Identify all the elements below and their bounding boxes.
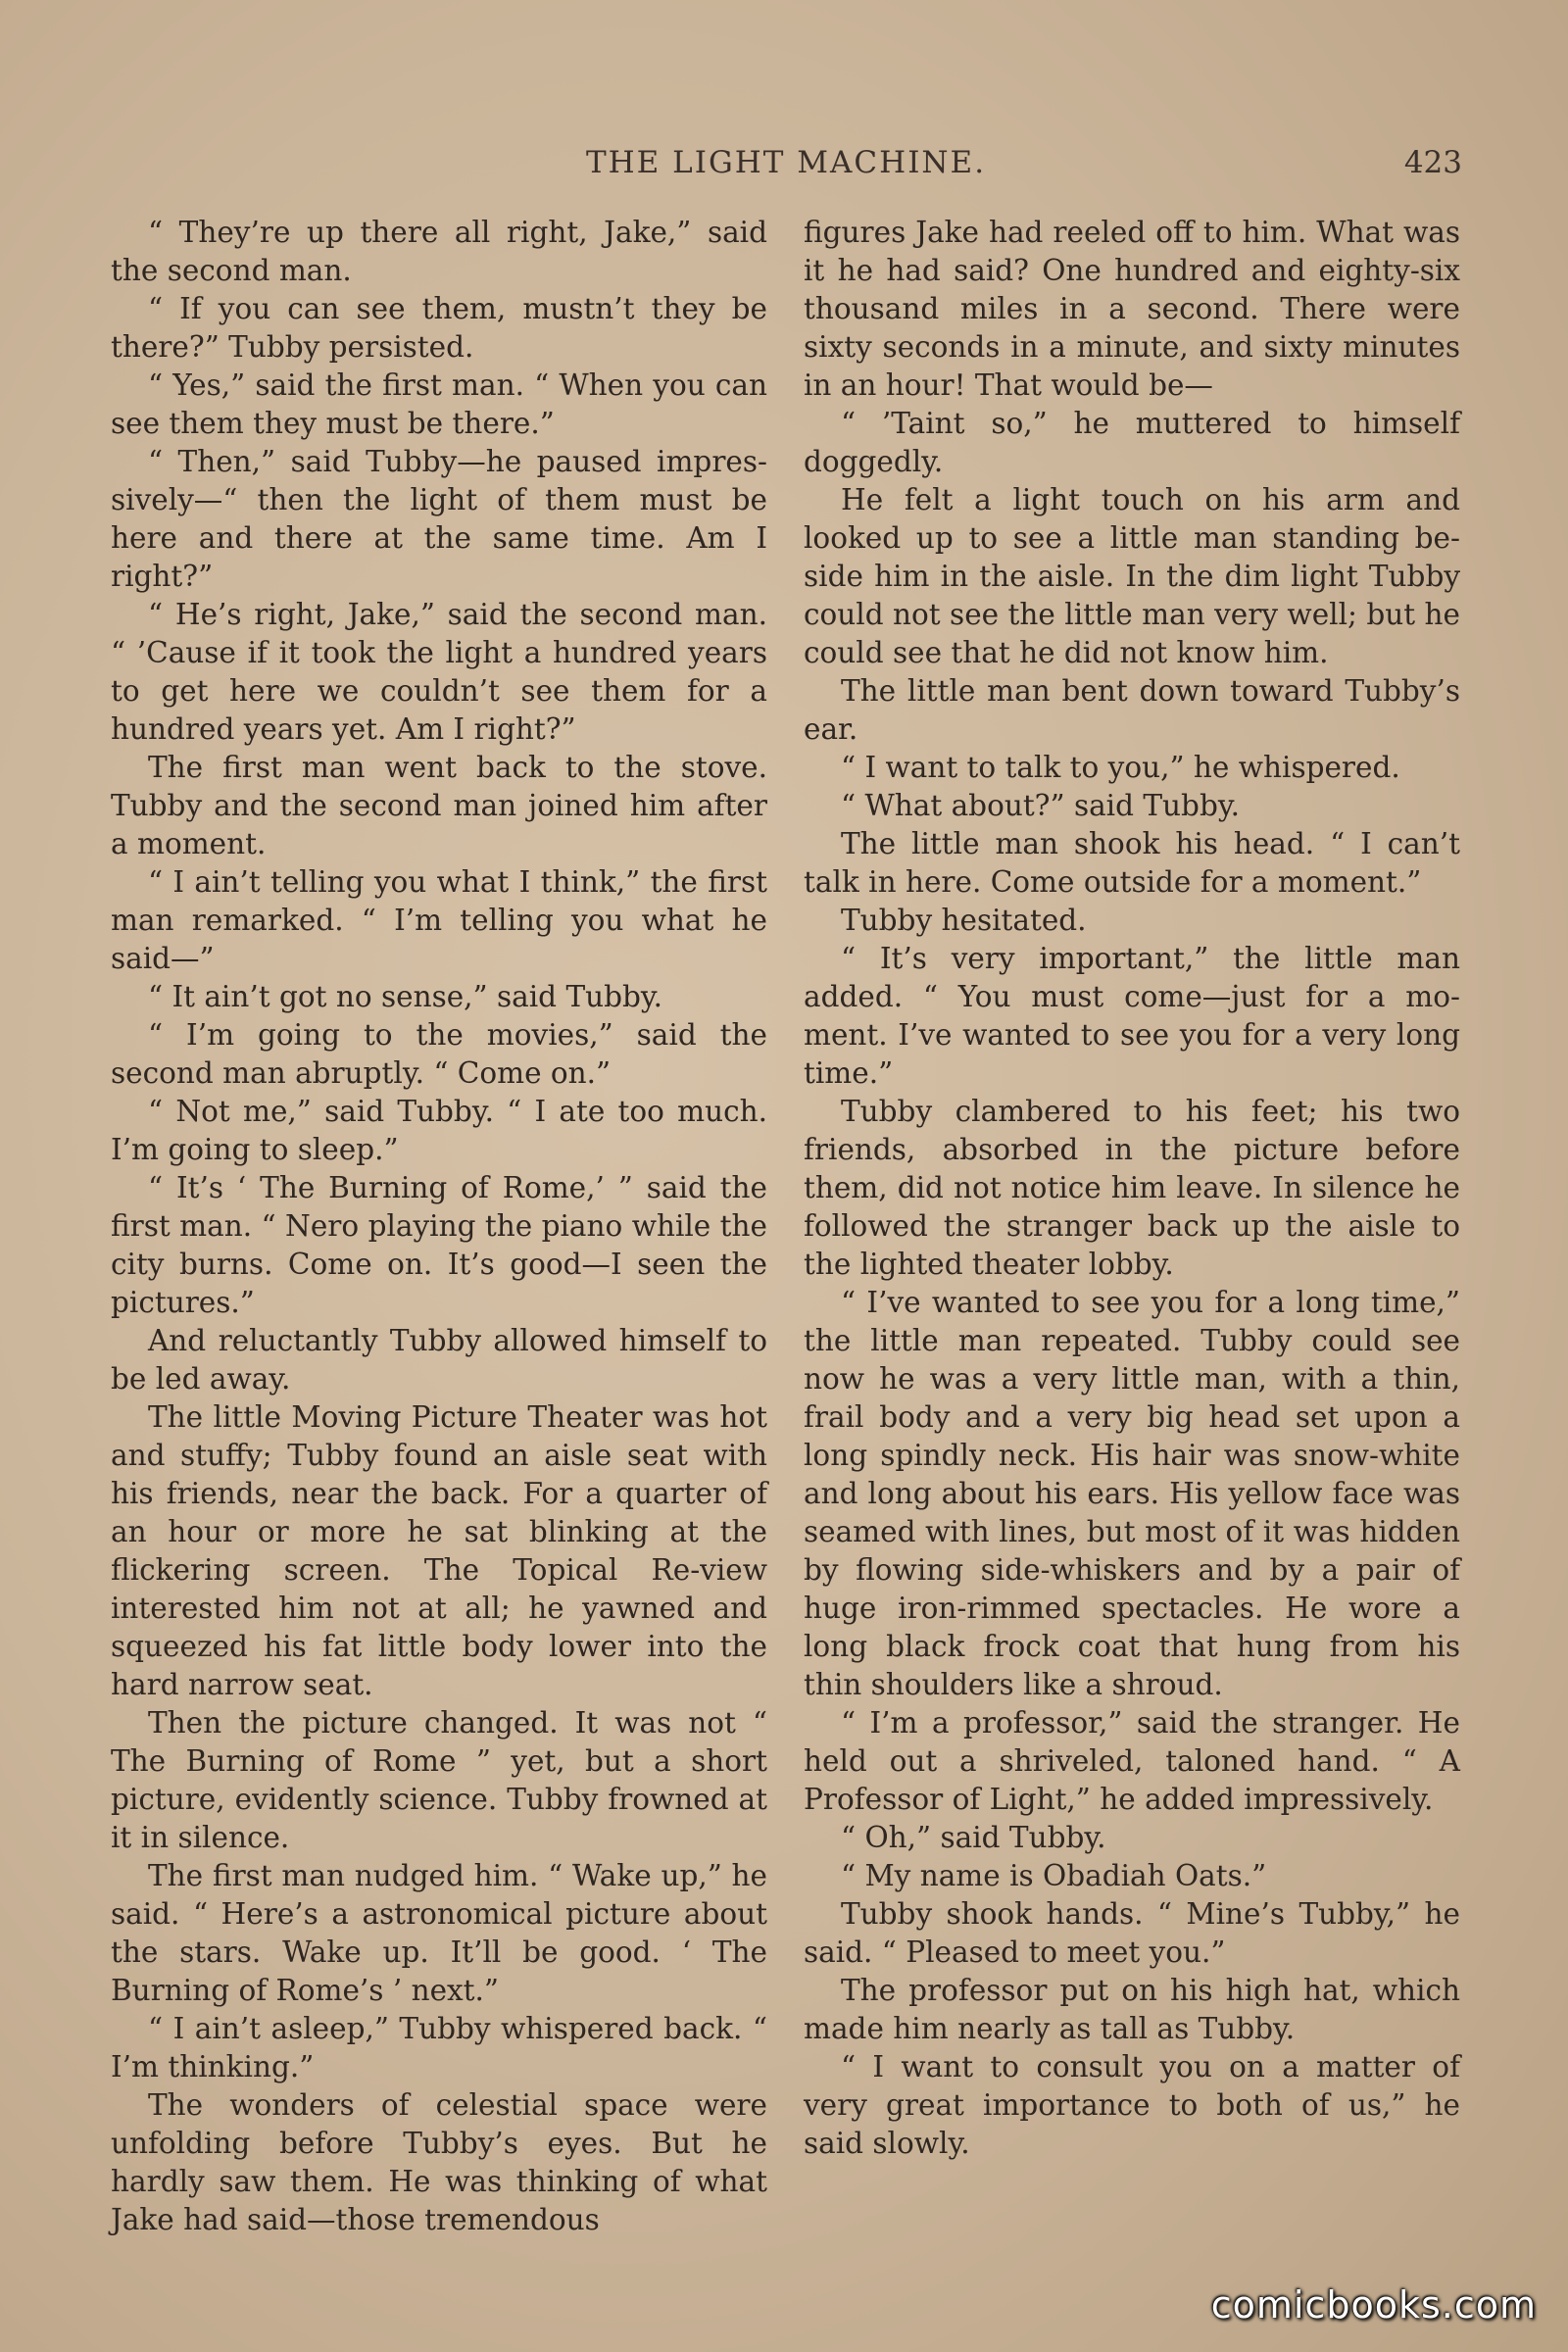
right-column: [804, 214, 1460, 2163]
page-number: 423: [1403, 145, 1462, 180]
paragraph: “ My name is Obadiah Oats.”: [841, 1859, 1267, 1892]
paragraph: “ If you can see them, mustn’t they be there?” Tubby persisted.: [111, 292, 767, 364]
paragraph: Tubby hesitated.: [841, 904, 1087, 937]
paragraph: “ Yes,” said the first man. “ When you can see them they must be there.”: [111, 368, 767, 440]
paragraph: Tubby shook hands. “ Mine’s Tubby,” he said. “ Pleased to meet you.”: [804, 1897, 1460, 1969]
paragraph: He felt a light touch on his arm and looked up to see a little man standing be-side him in the aisle. In the dim light Tubby could not see the little man very well; but he could see that he did not know him.: [804, 483, 1460, 669]
paragraph: The little man shook his head. “ I can’t talk in here. Come outside for a moment.”: [804, 827, 1460, 899]
paragraph: “ It’s very important,” the little man added. “ You must come—just for a mo-ment. I’ve wanted to see you for a very long time.”: [804, 942, 1460, 1090]
paragraph: “ I want to consult you on a matter of very great importance to both of us,” he said slowly.: [804, 2050, 1460, 2160]
paragraph: “ Not me,” said Tubby. “ I ate too much. I’m going to sleep.”: [111, 1095, 767, 1166]
paragraph: “ I’m a professor,” said the stranger. He held out a shriveled, taloned hand. “ A Professor of Light,” he added impressively.: [804, 1706, 1460, 1816]
paragraph: Then the picture changed. It was not “ The Burning of Rome ” yet, but a short picture, evidently science. Tubby frowned at it in silence.: [111, 1706, 767, 1854]
paragraph: “ They’re up there all right, Jake,” said the second man.: [111, 216, 767, 287]
paragraph: “ I ain’t telling you what I think,” the first man remarked. “ I’m telling you what he said—”: [111, 865, 767, 975]
paragraph: “ Then,” said Tubby—he paused impres-sively—“ then the light of them must be here and there at the same time. Am I right?”: [111, 445, 767, 593]
paragraph: “ I want to talk to you,” he whispered.: [841, 751, 1400, 784]
paragraph: The first man went back to the stove. Tubby and the second man joined him after a moment.: [111, 751, 767, 860]
paragraph: The professor put on his high hat, which made him nearly as tall as Tubby.: [804, 1974, 1460, 2045]
paragraph: Tubby clambered to his feet; his two friends, absorbed in the picture before them, did not notice him leave. In silence he followed the stranger back up the aisle to the lighted theater lobby.: [804, 1095, 1460, 1281]
paragraph: “ I’m going to the movies,” said the second man abruptly. “ Come on.”: [111, 1018, 767, 1090]
paragraph: The little man bent down toward Tubby’s ear.: [804, 674, 1460, 746]
paragraph: “ Oh,” said Tubby.: [841, 1821, 1106, 1854]
paragraph-continued: figures Jake had reeled off to him. What was it he had said? One hundred and eighty-six thousand miles in a second. There were sixty seconds in a minute, and sixty minutes in an hour! That would be—: [804, 216, 1460, 402]
paragraph: “ He’s right, Jake,” said the second man. “ ’Cause if it took the light a hundred years to get here we couldn’t see them for a hundred years yet. Am I right?”: [111, 598, 767, 746]
watermark: comicbooks.com: [1210, 2283, 1537, 2327]
paragraph: “ It’s ‘ The Burning of Rome,’ ” said the first man. “ Nero playing the piano while the city burns. Come on. It’s good—I seen the pictures.”: [111, 1171, 767, 1319]
paragraph: “ It ain’t got no sense,” said Tubby.: [148, 980, 663, 1013]
paragraph: “ ’Taint so,” he muttered to himself doggedly.: [804, 407, 1460, 478]
running-title: THE LIGHT MACHINE.: [585, 145, 987, 180]
page-header: [110, 145, 1462, 188]
left-column: [111, 214, 767, 2239]
paragraph: “ I’ve wanted to see you for a long time,” the little man repeated. Tubby could see now he was a very little man, with a thin, frail body and a very big head set upon a long spindly neck. His hair was snow-white and long about his ears. His yellow face was seamed with lines, but most of it was hidden by flowing side-whiskers and by a pair of huge iron-rimmed spectacles. He wore a long black frock coat that hung from his thin shoulders like a shroud.: [804, 1286, 1460, 1701]
paragraph: The wonders of celestial space were unfolding before Tubby’s eyes. But he hardly saw them. He was thinking of what Jake had said—those tremendous: [111, 2088, 767, 2236]
paragraph: And reluctantly Tubby allowed himself to be led away.: [111, 1324, 767, 1396]
paragraph: “ What about?” said Tubby.: [841, 789, 1240, 822]
paragraph: The little Moving Picture Theater was hot and stuffy; Tubby found an aisle seat with his friends, near the back. For a quarter of an hour or more he sat blinking at the flickering screen. The Topical Re-view interested him not at all; he yawned and squeezed his fat little body lower into the hard narrow seat.: [111, 1400, 767, 1701]
paragraph: The first man nudged him. “ Wake up,” he said. “ Here’s a astronomical picture about the stars. Wake up. It’ll be good. ‘ The Burning of Rome’s ’ next.”: [111, 1859, 767, 2007]
paragraph: “ I ain’t asleep,” Tubby whispered back. “ I’m thinking.”: [111, 2012, 767, 2083]
